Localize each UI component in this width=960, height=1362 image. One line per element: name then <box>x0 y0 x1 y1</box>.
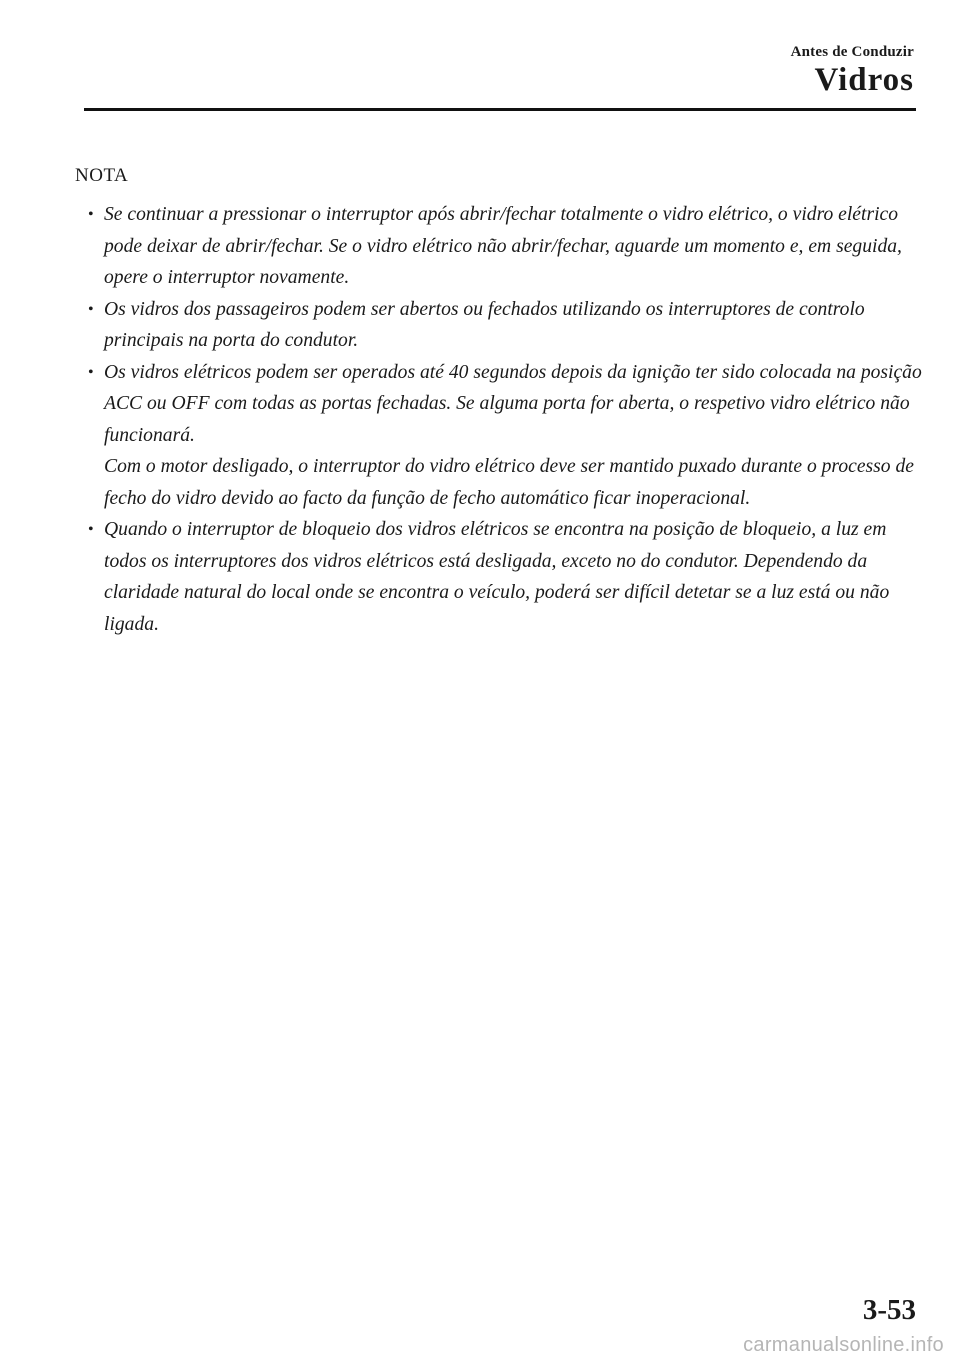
page-title: Vidros <box>814 62 914 98</box>
note-item <box>75 199 925 294</box>
note-paragraph: Se continuar a pressionar o interruptor após abrir/fechar totalmente o vidro elétrico, o vidro elétrico pode deixar de abrir/fechar. Se o vidro elétrico não abrir/fechar, aguarde um momento e, em seguida, opere o interruptor novamente. <box>104 204 902 288</box>
header-divider <box>84 108 916 111</box>
note-item <box>75 357 925 515</box>
note-heading: NOTA <box>75 165 129 186</box>
note-paragraph: Com o motor desligado, o interruptor do vidro elétrico deve ser mantido puxado durante o processo de fecho do vidro devido ao facto da função de fecho automático ficar inoperacional. <box>104 456 914 509</box>
note-item <box>75 294 925 357</box>
bullet-icon: • <box>88 363 94 381</box>
note-list <box>75 199 925 640</box>
page-number: 3-53 <box>862 1294 916 1326</box>
watermark: carmanualsonline.info <box>743 1334 944 1356</box>
note-paragraph: Os vidros dos passageiros podem ser abertos ou fechados utilizando os interruptores de controlo principais na porta do condutor. <box>104 298 865 351</box>
note-item <box>75 514 925 640</box>
section-label: Antes de Conduzir <box>790 44 914 60</box>
bullet-icon: • <box>88 206 94 223</box>
note-paragraph: Quando o interruptor de bloqueio dos vidros elétricos se encontra na posição de bloqueio, a luz em todos os interruptores dos vidros elétricos está desligada, exceto no do condutor. Dependendo da claridade natural do local onde se encontra o veículo, poderá ser difícil detetar se a luz está ou não ligada. <box>104 519 890 635</box>
bullet-icon: • <box>88 300 94 318</box>
note-paragraph: Os vidros elétricos podem ser operados até 40 segundos depois da ignição ter sido colocada na posição ACC ou OFF com todas as portas fechadas. Se alguma porta for aberta, o respetivo vidro elétrico não funcionará. <box>104 361 922 446</box>
bullet-icon: • <box>88 521 94 538</box>
